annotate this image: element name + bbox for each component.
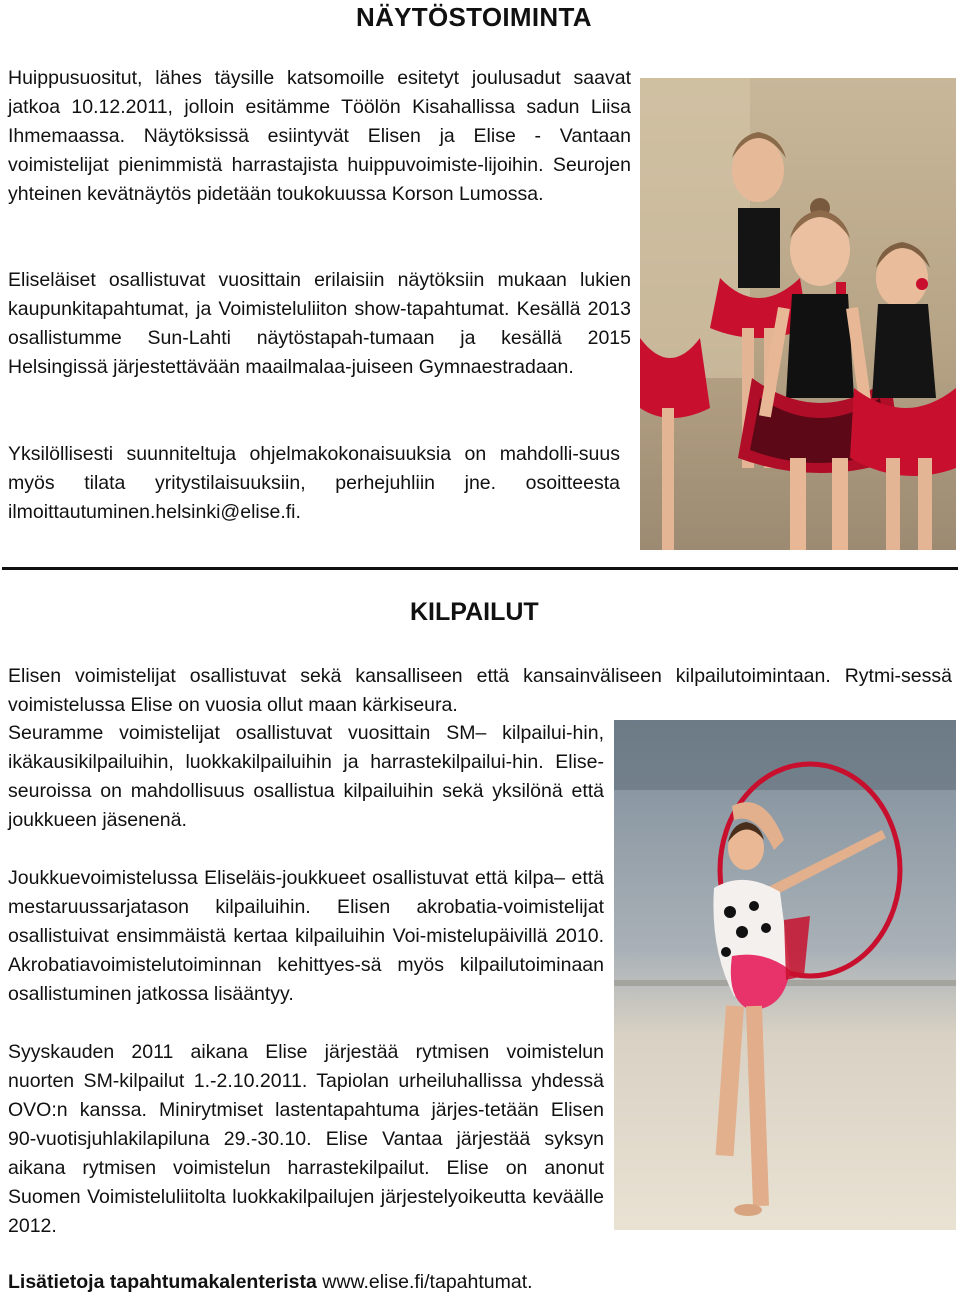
section-title-naytostoiminta: NÄYTÖSTOIMINTA xyxy=(356,2,592,32)
footer-url-link[interactable]: www.elise.fi/tapahtumat. xyxy=(322,1271,533,1293)
kilpailut-paragraph-1: Seuramme voimistelijat osallistuvat vuosittain SM– kilpailui-hin, ikäkausikilpailuihin, luokkakilpailuihin ja harrastekilpailui-hin. Elise-seuroissa on mahdollisuus osallistua kilpailuihin sekä yksilönä että joukkueen jäsenenä. xyxy=(8,722,604,831)
footer-info xyxy=(8,1268,908,1297)
gymnast-hoop-illustration xyxy=(614,720,956,1230)
gymnasts-group-illustration xyxy=(640,78,956,550)
gymnasts-group-photo xyxy=(640,78,956,550)
kilpailut-paragraph-2: Joukkuevoimistelussa Eliseläis-joukkueet osallistuvat että kilpa– että mestaruussarjatason kilpailuihin. Elisen akrobatia-voimistelijat osallistuivat ensimmäistä kertaa kilpailuihin Voi-mistelupäivillä 2010. Akrobatiavoimistelutoiminnan kehittyes-sä myös kilpailutoiminaan osallistuminen jatkossa lisääntyy. xyxy=(8,867,604,1005)
naytos-paragraph-2: Eliseläiset osallistuvat vuosittain erilaisiin näytöksiin mukaan lukien kaupunkitapahtumat, ja Voimisteluliiton show-tapahtumat. Kesällä 2013 osallistumme Sun-Lahti näytöstapah-tumaan ja kesällä 2015 Helsingissä järjestettävään maailmalaa-juiseen Gymnaestradaan. xyxy=(8,269,631,378)
footer-label: Lisätietoja tapahtumakalenterista xyxy=(8,1271,317,1293)
naytos-paragraph-1: Huippusuositut, lähes täysille katsomoille esitetyt joulusadut saavat jatkoa 10.12.2011, jolloin esitämme Töölön Kisahallissa sadun Liisa Ihmemaassa. Näytöksissä esiintyvät Elisen ja Elise - Vantaan voimistelijat pienimmistä harrastajista huippuvoimiste-lijoihin. Seurojen yhteinen kevätnäytös pidetään toukokuussa Korson Lumossa. xyxy=(8,67,631,205)
kilpailut-intro: Elisen voimistelijat osallistuvat sekä kansalliseen että kansainväliseen kilpailutoimintaan. Rytmi-sessä voimistelussa Elise on vuosia ollut maan kärkiseura. xyxy=(8,665,952,716)
gymnast-hoop-photo xyxy=(614,720,956,1230)
section-divider xyxy=(2,567,958,570)
kilpailut-paragraph-3: Syyskauden 2011 aikana Elise järjestää rytmisen voimistelun nuorten SM-kilpailut 1.-2.10.2011. Tapiolan urheiluhallissa yhdessä OVO:n kanssa. Minirytmiset lastentapahtuma järjes-tetään Elisen 90-vuotisjuhlakilapiluna 29.-30.10. Elise Vantaa järjestää syksyn aikana rytmisen voimistelun harrastekilpailut. Elise on anonut Suomen Voimisteluliitolta luokkakilpailujen järjestelyoikeutta keväälle 2012. xyxy=(8,1041,604,1237)
naytos-paragraph-3: Yksilöllisesti suunniteltuja ohjelmakokonaisuuksia on mahdolli-suus myös tilata yritystilaisuuksiin, perhejuhliin jne. osoitteesta ilmoittautuminen.helsinki@elise.fi. xyxy=(8,443,620,523)
section-title-kilpailut: KILPAILUT xyxy=(410,598,539,626)
